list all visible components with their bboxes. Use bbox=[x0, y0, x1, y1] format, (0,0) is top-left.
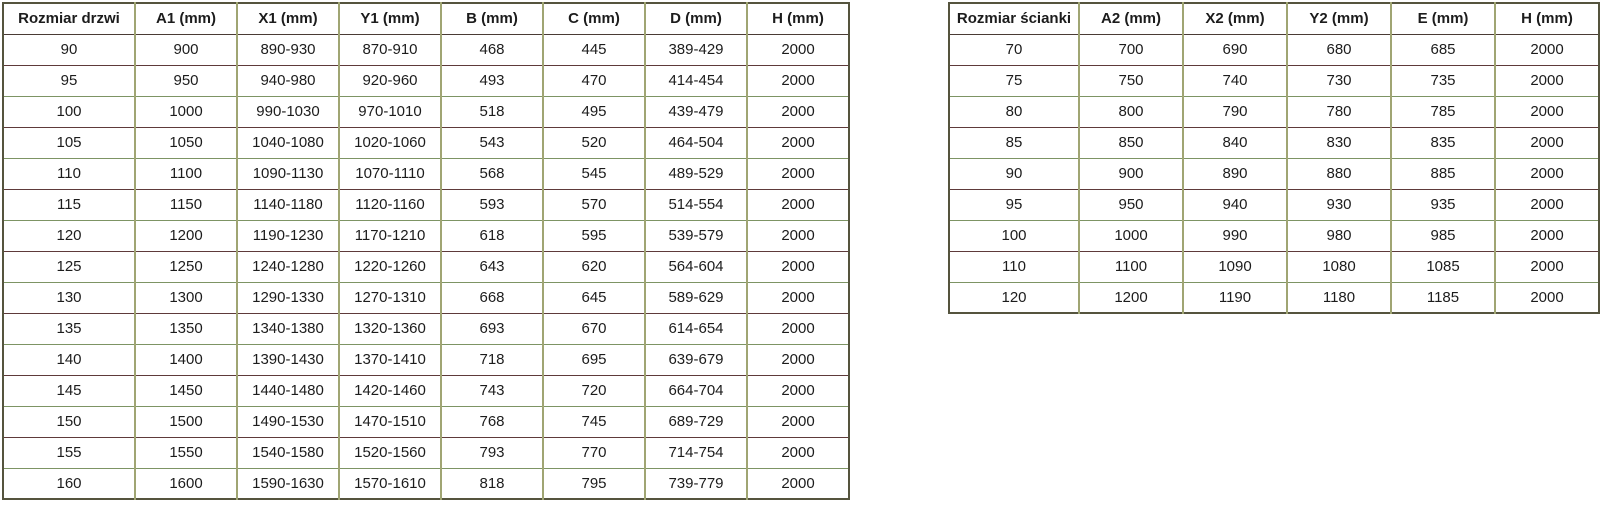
table-cell: 2000 bbox=[747, 127, 849, 158]
table-cell: 1290-1330 bbox=[237, 282, 339, 313]
table-cell: 155 bbox=[56, 444, 82, 461]
table-cell: 940-980 bbox=[237, 65, 339, 96]
table-cell: 990-1030 bbox=[237, 96, 339, 127]
table-cell: 639-679 bbox=[645, 344, 747, 375]
table-cell: 990 bbox=[1183, 220, 1287, 251]
table-row bbox=[3, 313, 849, 344]
table-row bbox=[3, 34, 849, 65]
column-header: Y2 (mm) bbox=[1287, 3, 1391, 34]
table-row bbox=[3, 96, 849, 127]
table-cell: 90 bbox=[1005, 165, 1023, 182]
table-cell: 514-554 bbox=[645, 189, 747, 220]
table-cell: 1520-1560 bbox=[339, 437, 441, 468]
table-cell: 160 bbox=[56, 474, 82, 492]
column-header: D (mm) bbox=[645, 3, 747, 34]
table-cell: 2000 bbox=[1495, 251, 1599, 282]
table-cell: 135 bbox=[56, 320, 82, 337]
table-cell: 695 bbox=[543, 344, 645, 375]
table-row bbox=[949, 220, 1599, 251]
table-cell: 1120-1160 bbox=[339, 189, 441, 220]
table-cell: 730 bbox=[1287, 65, 1391, 96]
table-cell: 980 bbox=[1287, 220, 1391, 251]
table-cell: 950 bbox=[135, 65, 237, 96]
table-cell: 100 bbox=[1001, 227, 1027, 244]
table-cell: 110 bbox=[1002, 258, 1026, 275]
table-cell: 2000 bbox=[1495, 65, 1599, 96]
column-header: H (mm) bbox=[747, 3, 849, 34]
table-cell: 2000 bbox=[1495, 220, 1599, 251]
table-cell: 743 bbox=[441, 375, 543, 406]
table-cell: 2000 bbox=[1495, 189, 1599, 220]
table-cell: 1540-1580 bbox=[237, 437, 339, 468]
table-cell: 718 bbox=[441, 344, 543, 375]
table-cell: 468 bbox=[441, 34, 543, 65]
table-cell: 1320-1360 bbox=[339, 313, 441, 344]
table-cell: 1590-1630 bbox=[237, 468, 339, 499]
table-cell: 850 bbox=[1079, 127, 1183, 158]
table-cell: 464-504 bbox=[645, 127, 747, 158]
table-cell: 90 bbox=[60, 41, 78, 58]
table-cell: 1270-1310 bbox=[339, 282, 441, 313]
table-cell: 795 bbox=[543, 468, 645, 499]
table-cell: 100 bbox=[56, 103, 82, 120]
table-row bbox=[949, 189, 1599, 220]
table-cell: 780 bbox=[1287, 96, 1391, 127]
table-cell: 835 bbox=[1391, 127, 1495, 158]
table-cell: 1340-1380 bbox=[237, 313, 339, 344]
table-cell: 2000 bbox=[747, 158, 849, 189]
table-cell: 589-629 bbox=[645, 282, 747, 313]
table-cell: 1000 bbox=[1079, 220, 1183, 251]
table-cell: 1100 bbox=[1079, 251, 1183, 282]
column-header: X1 (mm) bbox=[237, 3, 339, 34]
table-cell: 1180 bbox=[1287, 282, 1391, 313]
table-row bbox=[949, 34, 1599, 65]
table-row bbox=[3, 65, 849, 96]
table-cell: 1570-1610 bbox=[339, 468, 441, 499]
table-cell: 685 bbox=[1391, 34, 1495, 65]
table-cell: 1090 bbox=[1183, 251, 1287, 282]
table-cell: 495 bbox=[543, 96, 645, 127]
table-row bbox=[3, 437, 849, 468]
table-cell: 2000 bbox=[1495, 158, 1599, 189]
table-cell: 1085 bbox=[1391, 251, 1495, 282]
table-cell: 700 bbox=[1079, 34, 1183, 65]
table-cell: 1300 bbox=[135, 282, 237, 313]
table-cell: 520 bbox=[543, 127, 645, 158]
table-row bbox=[3, 220, 849, 251]
table-cell: 439-479 bbox=[645, 96, 747, 127]
table-cell: 1090-1130 bbox=[237, 158, 339, 189]
table-cell: 870-910 bbox=[339, 34, 441, 65]
table-cell: 793 bbox=[441, 437, 543, 468]
table-cell: 120 bbox=[56, 227, 82, 244]
table-cell: 2000 bbox=[747, 189, 849, 220]
table-cell: 1390-1430 bbox=[237, 344, 339, 375]
table-cell: 900 bbox=[135, 34, 237, 65]
table-row bbox=[3, 189, 849, 220]
table-cell: 940 bbox=[1183, 189, 1287, 220]
table-cell: 618 bbox=[441, 220, 543, 251]
table-cell: 720 bbox=[543, 375, 645, 406]
table-cell: 489-529 bbox=[645, 158, 747, 189]
table-cell: 570 bbox=[543, 189, 645, 220]
table-cell: 1185 bbox=[1391, 282, 1495, 313]
column-header: X2 (mm) bbox=[1183, 3, 1287, 34]
table-cell: 1100 bbox=[135, 158, 237, 189]
table-cell: 145 bbox=[56, 382, 82, 399]
table-row bbox=[949, 251, 1599, 282]
table-cell: 890-930 bbox=[237, 34, 339, 65]
table-cell: 85 bbox=[1005, 134, 1023, 151]
table-cell: 70 bbox=[1005, 41, 1023, 58]
column-header: Rozmiar ścianki bbox=[956, 10, 1072, 28]
table-cell: 2000 bbox=[747, 406, 849, 437]
column-header: Y1 (mm) bbox=[339, 3, 441, 34]
table-row bbox=[3, 406, 849, 437]
table-cell: 739-779 bbox=[645, 468, 747, 499]
table-cell: 2000 bbox=[747, 313, 849, 344]
table-cell: 2000 bbox=[747, 375, 849, 406]
table-cell: 543 bbox=[441, 127, 543, 158]
table-cell: 970-1010 bbox=[339, 96, 441, 127]
table-cell: 1200 bbox=[135, 220, 237, 251]
table-cell: 2000 bbox=[1495, 96, 1599, 127]
table-cell: 900 bbox=[1079, 158, 1183, 189]
table-cell: 689-729 bbox=[645, 406, 747, 437]
table-cell: 614-654 bbox=[645, 313, 747, 344]
table-cell: 593 bbox=[441, 189, 543, 220]
column-header: C (mm) bbox=[543, 3, 645, 34]
table-cell: 1450 bbox=[135, 375, 237, 406]
table-cell: 2000 bbox=[747, 96, 849, 127]
table-cell: 1040-1080 bbox=[237, 127, 339, 158]
table-cell: 150 bbox=[56, 413, 82, 430]
column-header: E (mm) bbox=[1391, 3, 1495, 34]
column-header: A1 (mm) bbox=[135, 3, 237, 34]
table-row bbox=[3, 375, 849, 406]
table-cell: 1420-1460 bbox=[339, 375, 441, 406]
table-row bbox=[3, 468, 849, 499]
table-cell: 620 bbox=[543, 251, 645, 282]
table-cell: 2000 bbox=[747, 220, 849, 251]
table-cell: 664-704 bbox=[645, 375, 747, 406]
table-cell: 445 bbox=[543, 34, 645, 65]
table-cell: 2000 bbox=[747, 468, 849, 499]
table-cell: 1170-1210 bbox=[339, 220, 441, 251]
table-cell: 1600 bbox=[135, 468, 237, 499]
table-cell: 680 bbox=[1287, 34, 1391, 65]
table-cell: 830 bbox=[1287, 127, 1391, 158]
table-cell: 539-579 bbox=[645, 220, 747, 251]
table-cell: 950 bbox=[1079, 189, 1183, 220]
table-row bbox=[949, 65, 1599, 96]
table-cell: 985 bbox=[1391, 220, 1495, 251]
table-cell: 1490-1530 bbox=[237, 406, 339, 437]
table-cell: 735 bbox=[1391, 65, 1495, 96]
table-cell: 1220-1260 bbox=[339, 251, 441, 282]
table-cell: 95 bbox=[1005, 196, 1023, 213]
table-cell: 1200 bbox=[1079, 282, 1183, 313]
table-row bbox=[3, 344, 849, 375]
table-cell: 414-454 bbox=[645, 65, 747, 96]
table-cell: 643 bbox=[441, 251, 543, 282]
table-cell: 125 bbox=[56, 258, 82, 275]
table-cell: 80 bbox=[1005, 103, 1023, 120]
table-cell: 470 bbox=[543, 65, 645, 96]
table-cell: 1440-1480 bbox=[237, 375, 339, 406]
table-cell: 750 bbox=[1079, 65, 1183, 96]
table-cell: 2000 bbox=[1495, 282, 1599, 313]
table-cell: 389-429 bbox=[645, 34, 747, 65]
table-cell: 115 bbox=[57, 196, 81, 213]
column-header: B (mm) bbox=[441, 3, 543, 34]
table-cell: 95 bbox=[60, 72, 78, 89]
table-cell: 1150 bbox=[135, 189, 237, 220]
table-cell: 2000 bbox=[747, 34, 849, 65]
table-row bbox=[3, 158, 849, 189]
table-cell: 564-604 bbox=[645, 251, 747, 282]
table-cell: 1250 bbox=[135, 251, 237, 282]
table-cell: 2000 bbox=[1495, 34, 1599, 65]
table-cell: 1050 bbox=[135, 127, 237, 158]
table-cell: 1350 bbox=[135, 313, 237, 344]
table-cell: 1190-1230 bbox=[237, 220, 339, 251]
wall-table-header-row bbox=[949, 3, 1599, 34]
table-cell: 785 bbox=[1391, 96, 1495, 127]
table-cell: 818 bbox=[441, 468, 543, 499]
table-cell: 2000 bbox=[747, 65, 849, 96]
table-cell: 890 bbox=[1183, 158, 1287, 189]
table-cell: 668 bbox=[441, 282, 543, 313]
table-cell: 493 bbox=[441, 65, 543, 96]
table-row bbox=[3, 251, 849, 282]
table-cell: 1000 bbox=[135, 96, 237, 127]
column-header: A2 (mm) bbox=[1079, 3, 1183, 34]
table-cell: 1470-1510 bbox=[339, 406, 441, 437]
table-cell: 693 bbox=[441, 313, 543, 344]
table-cell: 670 bbox=[543, 313, 645, 344]
table-cell: 1190 bbox=[1183, 282, 1287, 313]
table-row bbox=[949, 96, 1599, 127]
table-cell: 880 bbox=[1287, 158, 1391, 189]
table-cell: 1550 bbox=[135, 437, 237, 468]
door-table-header-row bbox=[3, 3, 849, 34]
table-cell: 75 bbox=[1005, 72, 1023, 89]
table-row bbox=[3, 127, 849, 158]
table-cell: 2000 bbox=[747, 251, 849, 282]
door-table-body bbox=[3, 34, 849, 499]
table-cell: 645 bbox=[543, 282, 645, 313]
table-cell: 745 bbox=[543, 406, 645, 437]
table-cell: 1370-1410 bbox=[339, 344, 441, 375]
table-cell: 840 bbox=[1183, 127, 1287, 158]
table-cell: 714-754 bbox=[645, 437, 747, 468]
table-cell: 770 bbox=[543, 437, 645, 468]
wall-table-body bbox=[949, 34, 1599, 313]
table-row bbox=[949, 127, 1599, 158]
table-cell: 120 bbox=[1001, 288, 1027, 306]
table-cell: 800 bbox=[1079, 96, 1183, 127]
table-cell: 690 bbox=[1183, 34, 1287, 65]
table-cell: 920-960 bbox=[339, 65, 441, 96]
table-cell: 1400 bbox=[135, 344, 237, 375]
table-cell: 740 bbox=[1183, 65, 1287, 96]
table-cell: 2000 bbox=[747, 437, 849, 468]
table-cell: 110 bbox=[57, 165, 81, 182]
table-cell: 518 bbox=[441, 96, 543, 127]
table-cell: 2000 bbox=[747, 282, 849, 313]
table-cell: 545 bbox=[543, 158, 645, 189]
table-cell: 2000 bbox=[1495, 127, 1599, 158]
column-header: H (mm) bbox=[1495, 3, 1599, 34]
table-cell: 595 bbox=[543, 220, 645, 251]
door-size-table bbox=[2, 2, 850, 500]
table-cell: 568 bbox=[441, 158, 543, 189]
wall-size-table bbox=[948, 2, 1600, 314]
table-cell: 105 bbox=[56, 134, 82, 151]
table-cell: 1080 bbox=[1287, 251, 1391, 282]
table-cell: 1070-1110 bbox=[339, 158, 441, 189]
table-cell: 930 bbox=[1287, 189, 1391, 220]
table-row bbox=[949, 282, 1599, 313]
table-cell: 1500 bbox=[135, 406, 237, 437]
table-row bbox=[3, 282, 849, 313]
table-cell: 1240-1280 bbox=[237, 251, 339, 282]
table-cell: 140 bbox=[56, 351, 82, 368]
table-cell: 790 bbox=[1183, 96, 1287, 127]
table-cell: 935 bbox=[1391, 189, 1495, 220]
table-row bbox=[949, 158, 1599, 189]
table-cell: 1020-1060 bbox=[339, 127, 441, 158]
table-cell: 768 bbox=[441, 406, 543, 437]
table-cell: 130 bbox=[56, 289, 82, 306]
table-cell: 2000 bbox=[747, 344, 849, 375]
table-cell: 1140-1180 bbox=[237, 189, 339, 220]
column-header: Rozmiar drzwi bbox=[18, 10, 120, 28]
table-cell: 885 bbox=[1391, 158, 1495, 189]
